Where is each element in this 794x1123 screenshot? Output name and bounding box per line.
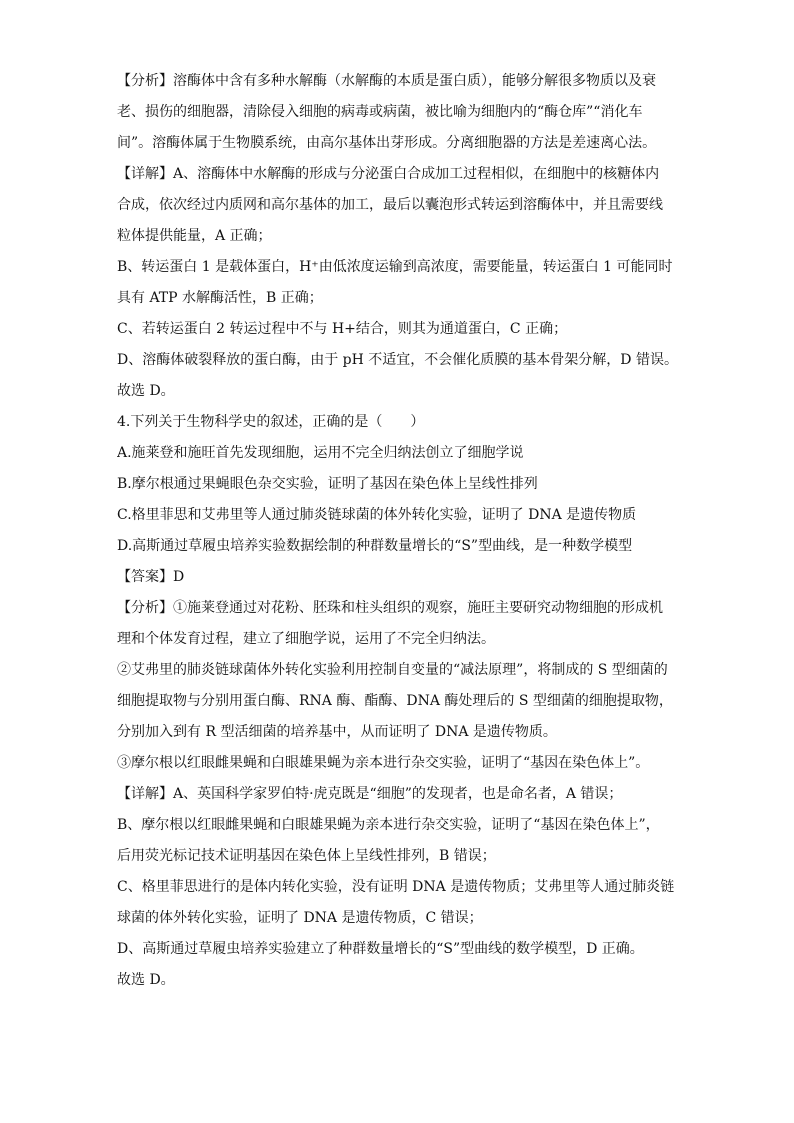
- detail-option-c: C、若转运蛋白 2 转运过程中不与 H+结合，则其为通道蛋白，C 正确；: [117, 321, 568, 337]
- detail-line-2: 合成，依次经过内质网和高尔基体的加工，最后以囊泡形式转运到溶酶体中，并且需要线: [117, 197, 663, 213]
- question-4-option-b: B.摩尔根通过果蝇眼色杂交实验，证明了基因在染色体上呈线性排列: [117, 476, 538, 492]
- q4-detail-c-line-1: C、格里菲思进行的是体内转化实验，没有证明 DNA 是遗传物质；艾弗里等人通过肺炎链: [117, 879, 675, 895]
- q4-analysis-line-6: ③摩尔根以红眼雌果蝇和白眼雄果蝇为亲本进行杂交实验，证明了“基因在染色体上”。: [117, 755, 650, 771]
- question-4-option-d: D.高斯通过草履虫培养实验数据绘制的种群数量增长的“S”型曲线，是一种数学模型: [117, 538, 633, 554]
- detail-option-d: D、溶酶体破裂释放的蛋白酶，由于 pH 不适宜，不会催化质膜的基本骨架分解，D 错误。: [117, 352, 678, 368]
- q4-detail-a: 【详解】A、英国科学家罗伯特·虎克既是“细胞”的发现者，也是命名者，A 错误；: [117, 786, 623, 802]
- question-4-option-a: A.施莱登和施旺首先发现细胞，运用不完全归纳法创立了细胞学说: [117, 445, 524, 461]
- q4-conclusion-line: 故选 D。: [117, 972, 175, 988]
- answer-line: 【答案】D: [117, 569, 185, 585]
- q4-analysis-line-4: 细胞提取物与分别用蛋白酶、RNA 酶、酯酶、DNA 酶处理后的 S 型细菌的细胞提取物，: [117, 693, 673, 709]
- analysis-line-1: 【分析】溶酶体中含有多种水解酶（水解酶的本质是蛋白质），能够分解很多物质以及衰: [117, 73, 656, 89]
- question-4-stem: 4.下列关于生物科学史的叙述，正确的是（ ）: [117, 414, 425, 430]
- q4-detail-d: D、高斯通过草履虫培养实验建立了种群数量增长的“S”型曲线的数学模型，D 正确。: [117, 941, 644, 957]
- q4-detail-b-line-1: B、摩尔根以红眼雌果蝇和白眼雄果蝇为亲本进行杂交实验，证明了“基因在染色体上”，: [117, 817, 660, 833]
- detail-option-b-line-1: B、转运蛋白 1 是载体蛋白，H⁺由低浓度运输到高浓度，需要能量，转运蛋白 1 可能同时: [117, 259, 673, 275]
- detail-line-3: 粒体提供能量，A 正确；: [117, 228, 272, 244]
- q4-detail-b-line-2: 后用荧光标记技术证明基因在染色体上呈线性排列，B 错误；: [117, 848, 496, 864]
- analysis-line-2: 老、损伤的细胞器，清除侵入细胞的病毒或病菌，被比喻为细胞内的“酶仓库”“消化车: [117, 104, 643, 120]
- detail-option-b-line-2: 具有 ATP 水解酶活性，B 正确；: [117, 290, 323, 306]
- q4-analysis-line-5: 分别加入到有 R 型活细菌的培养基中，从而证明了 DNA 是遗传物质。: [117, 724, 557, 740]
- document-page: [117, 66, 679, 996]
- question-4-option-c: C.格里菲思和艾弗里等人通过肺炎链球菌的体外转化实验，证明了 DNA 是遗传物质: [117, 507, 637, 523]
- conclusion-line: 故选 D。: [117, 383, 175, 399]
- q4-analysis-line-2: 理和个体发育过程，建立了细胞学说，运用了不完全归纳法。: [117, 631, 495, 647]
- q4-detail-c-line-2: 球菌的体外转化实验，证明了 DNA 是遗传物质，C 错误；: [117, 910, 483, 926]
- analysis-line-3: 间”。溶酶体属于生物膜系统，由高尔基体出芽形成。分离细胞器的方法是差速离心法。: [117, 135, 657, 151]
- detail-line-1: 【详解】A、溶酶体中水解酶的形成与分泌蛋白合成加工过程相似，在细胞中的核糖体内: [117, 166, 660, 182]
- q4-analysis-line-3: ②艾弗里的肺炎链球菌体外转化实验利用控制自变量的“减法原理”，将制成的 S 型细菌的: [117, 662, 668, 678]
- q4-analysis-line-1: 【分析】①施莱登通过对花粉、胚珠和柱头组织的观察，施旺主要研究动物细胞的形成机: [117, 600, 663, 616]
